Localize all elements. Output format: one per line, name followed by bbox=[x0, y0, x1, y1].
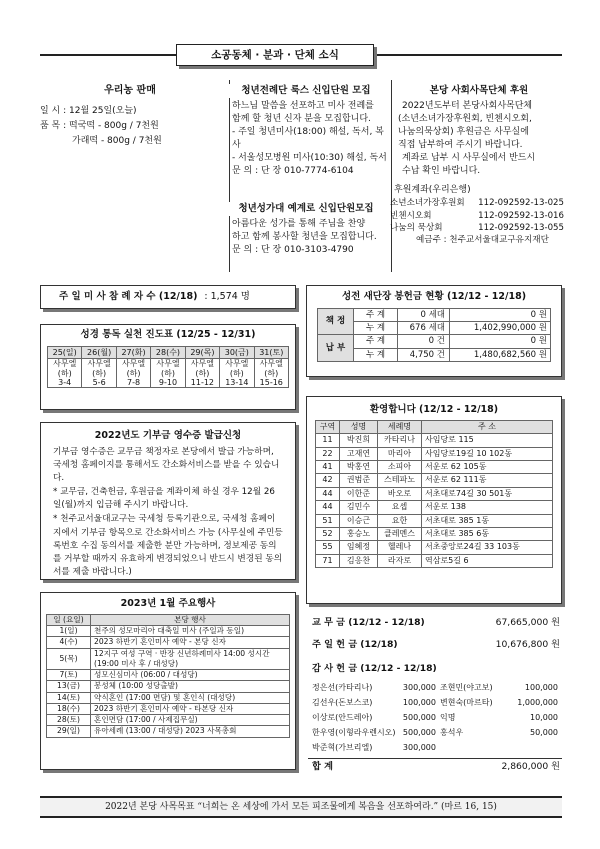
schedule-row bbox=[47, 681, 290, 692]
tithe-value: 67,665,000 원 bbox=[495, 617, 560, 628]
thanks-col-2 bbox=[440, 680, 558, 740]
bible-day: 28(수) bbox=[151, 346, 185, 359]
social-account-row: 빈첸시오회 112-092592-13-016 bbox=[390, 210, 564, 221]
building-table bbox=[317, 308, 551, 362]
schedule-header-row bbox=[47, 614, 290, 625]
attendance-box bbox=[40, 285, 296, 309]
welcome-row: 11 박진희 카타리나 사임당로 115 bbox=[316, 434, 553, 447]
thanks-row: 익명 10,000 bbox=[440, 713, 558, 722]
social-line-5: 수납 확인 바랍니다. bbox=[402, 166, 481, 176]
receipt-box bbox=[40, 422, 296, 580]
welcome-row: 52 홍승노 클레멘스 서초대로 385 6동 bbox=[316, 527, 553, 540]
bible-day: 27(화) bbox=[116, 346, 150, 359]
receipt-bullet-2: * 천주교서울대교구는 국세청 등록기관으로, 국세청 홈페이지에서 기부금 항목으로 간소화서비스 가능 (사무실에 주민등록번호 수집 동의서를 제출한 분만 가능하며, 정보제공 동의를 거부할 때까지 유효하게 변경되었으니 반드시 변경된 동의서를 제출 바랍니다.) bbox=[53, 514, 283, 577]
total-label: 합 계 bbox=[312, 761, 333, 772]
choir-title: 청년성가대 예계로 신입단원모집 bbox=[222, 202, 390, 216]
schedule-row bbox=[47, 692, 290, 703]
building-amount: 1,402,990,000 원 bbox=[450, 322, 551, 335]
building-amount: 0 원 bbox=[450, 335, 551, 348]
rice-cake-item1: 품 목 : 떡국떡 - 800g / 7천원 bbox=[40, 120, 159, 131]
rice-cake-title: 우리농 판매 bbox=[104, 85, 156, 96]
building-amount: 0 원 bbox=[450, 308, 551, 321]
bible-day: 25(일) bbox=[48, 346, 82, 359]
youth-title: 청년전례단 룩스 신입단원 모집 bbox=[222, 84, 390, 98]
receipt-title: 2022년도 기부금 영수증 발급신청 bbox=[94, 430, 242, 441]
schedule-event: 2023 하반기 혼인미사 예약 - 본당 신자 bbox=[91, 637, 290, 648]
bible-reading: 사무엘 (하) 15-16 bbox=[254, 359, 288, 388]
welcome-header: 주 소 bbox=[422, 420, 553, 433]
schedule-day: 14(토) bbox=[47, 692, 91, 703]
thanks-row: 이상로(안드레아) 500,000 bbox=[312, 713, 436, 722]
social-section bbox=[390, 84, 564, 247]
bible-reading: 사무엘 (하) 11-12 bbox=[185, 359, 219, 388]
youth-line-4: 문 의 : 단 장 010-7774-6104 bbox=[232, 166, 354, 176]
welcome-header: 구역 bbox=[316, 420, 340, 433]
schedule-event: 혼인면담 (17:00 / 사제집무실) bbox=[91, 715, 290, 726]
bible-day: 31(토) bbox=[254, 346, 288, 359]
schedule-day: 7(토) bbox=[47, 670, 91, 681]
bible-reading: 사무엘 (하) 9-10 bbox=[151, 359, 185, 388]
finance-section bbox=[308, 610, 562, 774]
building-count: 676 세대 bbox=[398, 322, 450, 335]
social-title: 본당 사회사목단체 후원 bbox=[429, 85, 529, 96]
sunday-label: 주 일 헌 금 (12/18) bbox=[312, 639, 398, 650]
welcome-box bbox=[306, 396, 562, 604]
schedule-row bbox=[47, 670, 290, 681]
bible-day: 26(월) bbox=[82, 346, 116, 359]
welcome-row: 41 박홍연 소피아 서운로 62 105동 bbox=[316, 460, 553, 473]
social-line-2: 나눔의묵상회) 후원금은 사무실에 bbox=[398, 126, 529, 137]
youth-line-3: - 서울성모병원 미사(10:30) 해설, 독서 bbox=[232, 152, 387, 163]
schedule-event: 약식혼인 (17:00 면담) 및 혼인식 (대성당) bbox=[91, 692, 290, 703]
building-label: 주 계 bbox=[354, 335, 398, 348]
social-line-1: (소년소녀가장후원회, 빈첸시오회, bbox=[398, 113, 532, 124]
thanks-row: 김선우(돈보스코) 100,000 bbox=[312, 698, 436, 707]
bible-reading: 사무엘 (하) 3-4 bbox=[48, 359, 82, 388]
welcome-row: 71 김응찬 라자로 역삼로5길 6 bbox=[316, 554, 553, 567]
welcome-row: 51 이승근 요한 서초대로 385 1동 bbox=[316, 514, 553, 527]
schedule-event: 성모신심미사 (06:00 / 대성당) bbox=[91, 670, 290, 681]
welcome-header: 세례명 bbox=[378, 420, 422, 433]
choir-line-2: 문 의 : 단 장 010-3103-4790 bbox=[232, 244, 354, 255]
schedule-header: 일 (요일) bbox=[47, 614, 91, 625]
welcome-row: 42 권범준 스테파노 서운로 62 111동 bbox=[316, 474, 553, 487]
youth-line-1: 함께 할 청년 신자 분을 모집합니다. bbox=[232, 113, 371, 124]
building-row bbox=[318, 308, 551, 321]
building-label: 주 계 bbox=[354, 308, 398, 321]
thanks-row: 박준혁(가브리엘) 300,000 bbox=[312, 743, 436, 752]
bible-reading: 사무엘 (하) 13-14 bbox=[220, 359, 254, 388]
thanks-row: 정은선(카타리나) 300,000 bbox=[312, 683, 436, 692]
schedule-row bbox=[47, 726, 290, 737]
bible-reading: 사무엘 (하) 7-8 bbox=[116, 359, 150, 388]
attendance-value: : 1,574 명 bbox=[204, 291, 250, 302]
welcome-header-row bbox=[316, 420, 553, 433]
social-account-title: 후원계좌(우리은행) bbox=[394, 185, 471, 196]
building-row bbox=[318, 335, 551, 348]
schedule-day: 1(일) bbox=[47, 626, 91, 637]
header-title: 소공동체 · 분과 · 단체 소식 bbox=[211, 49, 339, 61]
choir-divider bbox=[391, 80, 392, 272]
schedule-event: 12지구 여성 구역 · 반장 신년하례미사 14:00 성시간 (19:00 미사 후 / 대성당) bbox=[91, 648, 290, 670]
building-count: 4,750 건 bbox=[398, 348, 450, 361]
thanks-row: 홍석우 50,000 bbox=[440, 728, 558, 737]
footer-text: 2022년 본당 사목목표 “너희는 온 세상에 가서 모든 피조물에게 복음을 선포하여라.” (마르 16, 15) bbox=[105, 802, 497, 812]
schedule-event: 2023 하반기 혼인미사 예약 - 타본당 신자 bbox=[91, 703, 290, 714]
schedule-event: 천주의 성모마리아 대축일 미사 (주일과 동일) bbox=[91, 626, 290, 637]
bible-reading-row bbox=[48, 359, 289, 388]
choir-section bbox=[222, 202, 390, 257]
schedule-row bbox=[47, 637, 290, 648]
social-line-3: 직접 납부하여 주시기 바랍니다. bbox=[398, 139, 523, 150]
finance-total-row bbox=[312, 760, 560, 773]
finance-tithe-row bbox=[312, 616, 560, 629]
building-title: 성전 새단장 봉헌금 현황 (12/12 - 12/18) bbox=[341, 291, 527, 302]
welcome-row: 44 김민수 요셉 서운로 138 bbox=[316, 501, 553, 514]
youth-section bbox=[222, 84, 390, 178]
social-holder: 예금주 : 천주교서울대교구유지재단 bbox=[416, 235, 549, 246]
choir-line-1: 하고 함께 봉사할 청년을 모집합니다. bbox=[232, 231, 377, 242]
total-value: 2,860,000 원 bbox=[501, 761, 560, 772]
social-account-row: 소년소녀가장후원회 112-092592-13-025 bbox=[390, 198, 564, 209]
schedule-day: 4(수) bbox=[47, 637, 91, 648]
welcome-header: 성명 bbox=[340, 420, 378, 433]
schedule-row bbox=[47, 648, 290, 670]
receipt-bullet-1: * 교무금, 건축헌금, 후원금을 계좌이체 하실 경우 12월 26일(월)까지 입금해 주시기 바랍니다. bbox=[53, 487, 275, 511]
schedule-day: 18(수) bbox=[47, 703, 91, 714]
thanks-col-1 bbox=[312, 680, 436, 755]
receipt-paragraph: 기부금 영수증은 교무금 책정자로 본당에서 발급 가능하며, 국세청 홈페이지를 통해서도 간소화서비스를 받을 수 있습니다. bbox=[53, 447, 280, 484]
schedule-day: 13(금) bbox=[47, 681, 91, 692]
welcome-table bbox=[315, 420, 553, 568]
rice-cake-item2: 가래떡 - 800g / 7천원 bbox=[72, 135, 162, 146]
footer-bar bbox=[40, 796, 562, 818]
schedule-row bbox=[47, 715, 290, 726]
schedule-day: 28(토) bbox=[47, 715, 91, 726]
tithe-label: 교 무 금 (12/12 - 12/18) bbox=[312, 617, 425, 628]
thanks-row: 한우영(이형라우렌시오) 500,000 bbox=[312, 728, 436, 737]
attendance-label: 주 일 미 사 참 례 자 수 (12/18) bbox=[59, 291, 198, 302]
social-account-row: 나눔의 묵상회 112-092592-13-055 bbox=[390, 223, 564, 233]
bible-days-row bbox=[48, 346, 289, 359]
schedule-row bbox=[47, 703, 290, 714]
schedule-event: 유아세례 (13:00 / 대성당) 2023 사목총회 bbox=[91, 726, 290, 737]
bible-day: 29(목) bbox=[185, 346, 219, 359]
building-group: 책 정 bbox=[318, 308, 354, 335]
thanks-row: 변현숙(마르타) 1,000,000 bbox=[440, 698, 558, 707]
bible-reading: 사무엘 (하) 5-6 bbox=[82, 359, 116, 388]
building-count: 0 세대 bbox=[398, 308, 450, 321]
welcome-title: 환영합니다 (12/12 - 12/18) bbox=[369, 404, 499, 415]
building-count: 0 건 bbox=[398, 335, 450, 348]
header-title-box bbox=[176, 44, 374, 66]
schedule-table bbox=[46, 614, 290, 738]
youth-line-2: - 주일 청년미사(18:00) 해설, 독서, 복사 bbox=[232, 126, 384, 150]
social-line-0: 2022년도부터 본당사회사목단체 bbox=[402, 100, 533, 111]
rice-cake-date: 일 시 : 12월 25일(오늘) bbox=[40, 105, 137, 116]
building-label: 누 계 bbox=[354, 348, 398, 361]
building-group: 납 부 bbox=[318, 335, 354, 362]
choir-line-0: 아름다운 성가를 통해 주님을 찬양 bbox=[232, 218, 366, 229]
finance-total-rule bbox=[308, 758, 562, 759]
thanks-title: 감 사 헌 금 (12/12 - 12/18) bbox=[312, 663, 437, 674]
schedule-title: 2023년 1월 주요행사 bbox=[120, 598, 216, 609]
welcome-row: 22 고재연 마리아 사임당로19길 10 102동 bbox=[316, 447, 553, 460]
bible-table bbox=[47, 346, 289, 388]
bible-title: 성경 통독 실천 진도표 (12/25 - 12/31) bbox=[80, 329, 256, 340]
bible-box bbox=[40, 324, 296, 410]
thanks-row: 조현민(야고보) 100,000 bbox=[440, 683, 558, 692]
building-box bbox=[306, 285, 562, 377]
youth-line-0: 하느님 말씀을 선포하고 미사 전례를 bbox=[232, 100, 374, 111]
welcome-row: 44 이한준 바오로 서초대로74길 30 501동 bbox=[316, 487, 553, 500]
building-label: 누 계 bbox=[354, 322, 398, 335]
finance-sunday-row bbox=[312, 638, 560, 651]
schedule-box bbox=[40, 592, 296, 770]
schedule-header: 본당 행사 bbox=[91, 614, 290, 625]
bible-day: 30(금) bbox=[220, 346, 254, 359]
building-amount: 1,480,682,560 원 bbox=[450, 348, 551, 361]
rice-cake-section bbox=[40, 84, 220, 148]
social-line-4: 계좌로 납부 시 사무실에서 반드시 bbox=[402, 152, 536, 163]
schedule-event: 봉성체 (10:00 성당출발) bbox=[91, 681, 290, 692]
schedule-row bbox=[47, 626, 290, 637]
schedule-day: 29(일) bbox=[47, 726, 91, 737]
welcome-row: 55 임혜정 헬레나 서초중앙로24길 33 103동 bbox=[316, 541, 553, 554]
schedule-day: 5(목) bbox=[47, 648, 91, 670]
sunday-value: 10,676,800 원 bbox=[495, 639, 560, 650]
